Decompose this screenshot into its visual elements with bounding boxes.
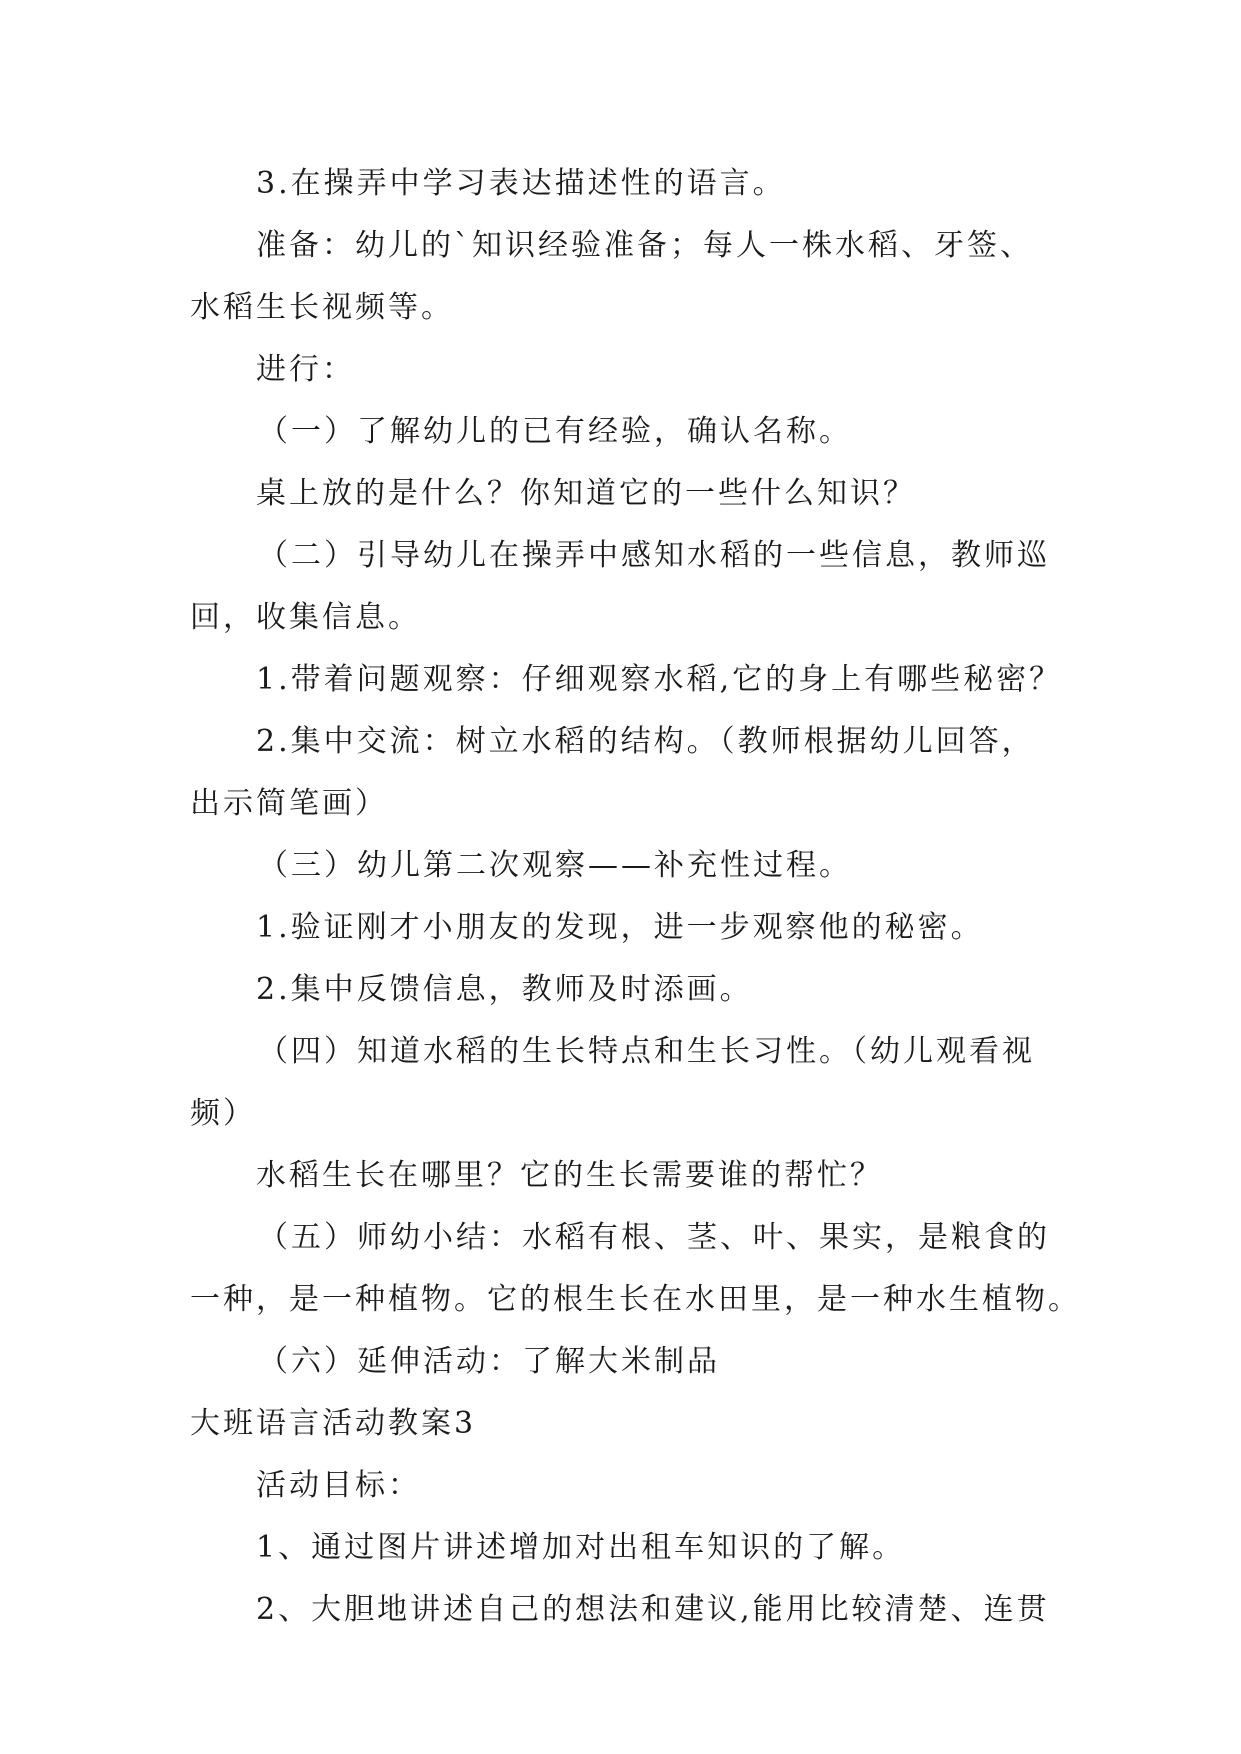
text-line: （四）知道水稻的生长特点和生长习性。（幼儿观看视	[258, 1034, 1035, 1069]
text-line: 水稻生长在哪里？它的生长需要谁的帮忙？	[256, 1158, 883, 1193]
text-line: （五）师幼小结：水稻有根、茎、叶、果实，是粮食的	[258, 1220, 1050, 1255]
text-line: （一）了解幼儿的已有经验，确认名称。	[258, 414, 852, 449]
text-line: 1、通过图片讲述增加对出租车知识的了解。	[256, 1530, 906, 1565]
text-line: 出示简笔画）	[190, 786, 388, 821]
text-line: （六）延伸活动：了解大米制品	[258, 1344, 720, 1379]
text-line: 1.带着问题观察：仔细观察水稻,它的身上有哪些秘密？	[256, 662, 1063, 697]
text-line: 活动目标：	[256, 1468, 421, 1503]
text-line: 3.在操弄中学习表达描述性的语言。	[256, 166, 786, 201]
text-line: （二）引导幼儿在操弄中感知水稻的一些信息，教师巡	[258, 538, 1050, 573]
text-line: 2.集中交流：树立水稻的结构。（教师根据幼儿回答，	[256, 724, 1035, 759]
text-line: 进行：	[256, 352, 355, 387]
text-line: 1.验证刚才小朋友的发现，进一步观察他的秘密。	[256, 910, 984, 945]
text-line: 2、大胆地讲述自己的想法和建议,能用比较清楚、连贯	[256, 1592, 1050, 1627]
section-heading: 大班语言活动教案3	[190, 1406, 477, 1441]
text-line: 2.集中反馈信息，教师及时添画。	[256, 972, 753, 1007]
text-line: 水稻生长视频等。	[190, 290, 454, 325]
text-line: 桌上放的是什么？你知道它的一些什么知识？	[256, 476, 916, 511]
text-line: （三）幼儿第二次观察——补充性过程。	[258, 848, 852, 883]
text-line: 一种，是一种植物。它的根生长在水田里，是一种水生植物。	[190, 1282, 1081, 1317]
text-line: 回，收集信息。	[190, 600, 421, 635]
text-line: 准备：幼儿的`知识经验准备；每人一株水稻、牙签、	[256, 228, 1033, 263]
text-line: 频）	[190, 1096, 256, 1131]
